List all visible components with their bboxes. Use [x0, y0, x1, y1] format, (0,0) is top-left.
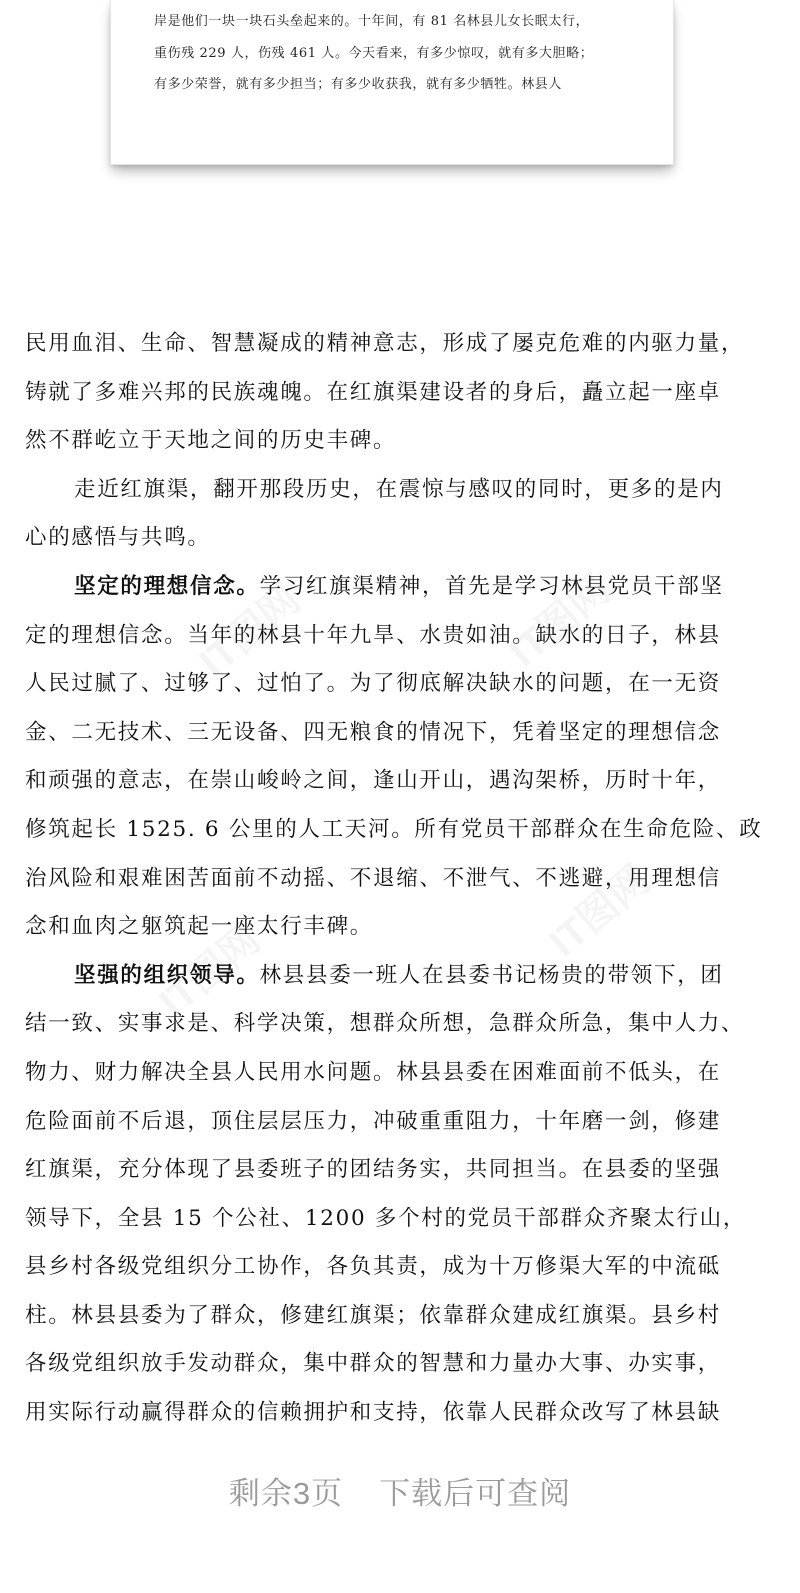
paragraph-line [25, 806, 770, 855]
paragraph-line [25, 514, 770, 563]
page-preview-card [110, 0, 674, 165]
card-text-line: 重伤残 229 人，伤残 461 人。今天看来，有多少惊叹，就有多大胆略； [154, 46, 594, 61]
paragraph-line [25, 1243, 770, 1292]
download-prompt[interactable] [0, 1468, 800, 1513]
paragraph-text: 结一致、实事求是、科学决策，想群众所想，急群众所急，集中人力、 [25, 1011, 745, 1037]
paragraph-line [25, 1195, 770, 1244]
paragraph-line [25, 1292, 770, 1341]
article-body [25, 320, 770, 1438]
paragraph-text: 危险面前不后退，顶住层层压力，冲破重重阻力，十年磨一剑，修建 [25, 1108, 722, 1134]
paragraph-text: 铸就了多难兴邦的民族魂魄。在红旗渠建设者的身后，矗立起一座卓 [25, 379, 722, 405]
paragraph-text: 县乡村各级党组织分工协作，各负其责，成为十万修渠大军的中流砥 [25, 1254, 722, 1280]
section-heading: 坚强的组织领导。 [74, 962, 260, 988]
paragraph-text: 治风险和艰难困苦面前不动摇、不退缩、不泄气、不逃避，用理想信 [25, 865, 722, 891]
paragraph-text: 学习红旗渠精神，首先是学习林县党员干部坚 [259, 573, 724, 599]
paragraph-line [25, 903, 770, 952]
paragraph-line [25, 952, 770, 1001]
paragraph-text: 领导下，全县 15 个公社、1200 多个村的党员干部群众齐聚太行山， [25, 1205, 747, 1231]
paragraph-line [25, 1389, 770, 1438]
paragraph-text: 心的感悟与共鸣。 [25, 525, 211, 551]
paragraph-line [25, 369, 770, 418]
paragraph-text: 民用血泪、生命、智慧凝成的精神意志，形成了屡克危难的内驱力量， [25, 331, 745, 356]
paragraph-line [25, 1049, 770, 1098]
paragraph-line [25, 466, 770, 515]
paragraph-text: 物力、财力解决全县人民用水问题。林县县委在困难面前不低头，在 [25, 1059, 722, 1085]
paragraph-text: 用实际行动赢得群众的信赖拥护和支持，依靠人民群众改写了林县缺 [25, 1400, 722, 1426]
paragraph-line [25, 1000, 770, 1049]
paragraph-text: 人民过腻了、过够了、过怕了。为了彻底解决缺水的问题，在一无资 [25, 671, 722, 697]
paragraph-line [25, 563, 770, 612]
paragraph-text: 走近红旗渠，翻开那段历史，在震惊与感叹的同时，更多的是内 [74, 476, 724, 502]
paragraph-text: 金、二无技术、三无设备、四无粮食的情况下，凭着坚定的理想信念 [25, 719, 722, 745]
paragraph-line [25, 417, 770, 466]
remaining-pages-label: 剩余3页 [228, 1476, 344, 1511]
paragraph-line [25, 1146, 770, 1195]
card-text-line: 岸是他们一块一块石头垒起来的。十年间，有 81 名林县儿女长眠太行， [154, 14, 590, 29]
paragraph-text: 定的理想信念。当年的林县十年九旱、水贵如油。缺水的日子，林县 [25, 622, 722, 648]
paragraph-line [25, 1340, 770, 1389]
paragraph-line [25, 757, 770, 806]
paragraph-text: 各级党组织放手发动群众，集中群众的智慧和力量办大事、办实事， [25, 1351, 722, 1377]
section-heading: 坚定的理想信念。 [74, 573, 260, 599]
paragraph-line [25, 1098, 770, 1147]
paragraph-line [25, 320, 770, 369]
paragraph-line [25, 855, 770, 904]
paragraph-line [25, 612, 770, 661]
paragraph-line [25, 709, 770, 758]
download-to-view-label[interactable]: 下载后可查阅 [379, 1476, 572, 1511]
paragraph-text: 林县县委一班人在县委书记杨贵的带领下，团 [259, 962, 724, 988]
paragraph-text: 柱。林县县委为了群众，修建红旗渠；依靠群众建成红旗渠。县乡村 [25, 1302, 722, 1328]
paragraph-text: 红旗渠，充分体现了县委班子的团结务实，共同担当。在县委的坚强 [25, 1157, 722, 1183]
paragraph-text: 然不群屹立于天地之间的历史丰碑。 [25, 428, 397, 454]
paragraph-text: 和顽强的意志，在崇山峻岭之间，逢山开山，遇沟架桥，历时十年， [25, 768, 722, 794]
paragraph-line [25, 660, 770, 709]
paragraph-text: 修筑起长 1525. 6 公里的人工天河。所有党员干部群众在生命危险、政 [25, 816, 763, 842]
card-text-line: 有多少荣誉，就有多少担当；有多少收获我，就有多少牺牲。林县人 [154, 77, 563, 92]
paragraph-text: 念和血肉之躯筑起一座太行丰碑。 [25, 914, 374, 940]
